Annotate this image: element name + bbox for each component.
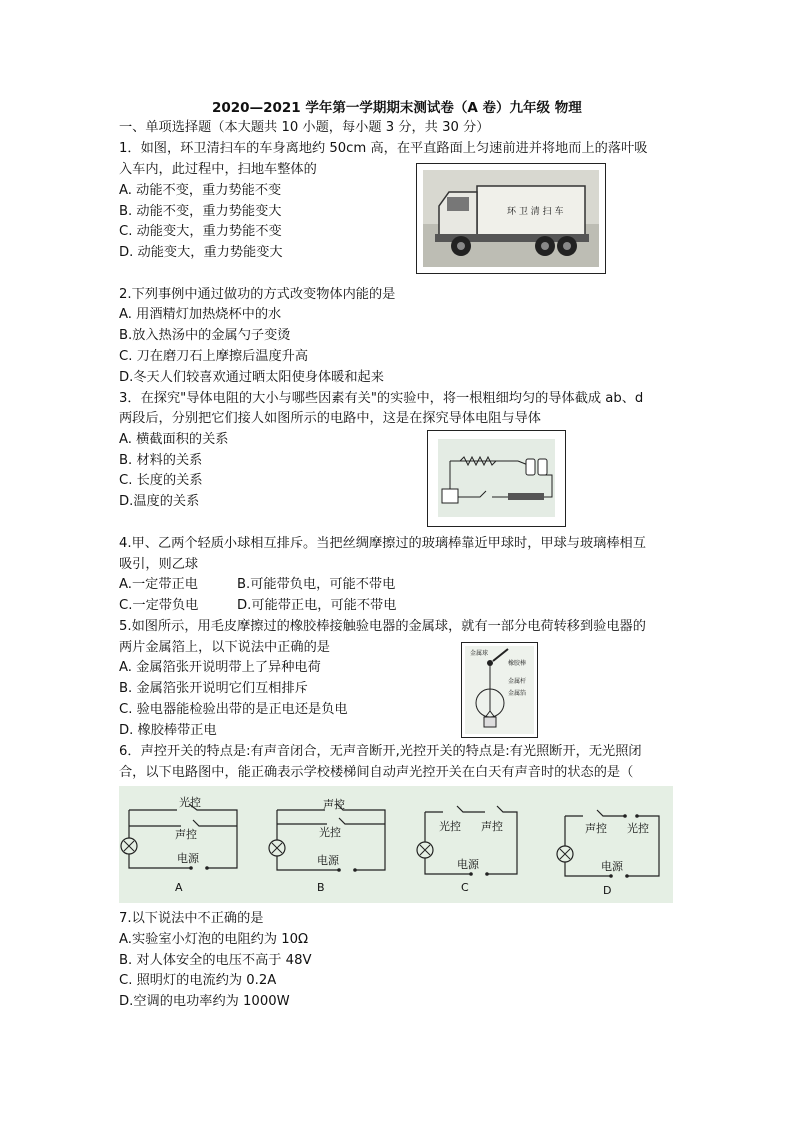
q4-option-c: C.一定带负电: [119, 598, 199, 613]
q6-circuit-diagrams: [119, 786, 673, 903]
q1-option-c: C. 动能变大，重力势能不变: [119, 224, 282, 239]
q2-option-c: C. 刀在磨刀石上摩擦后温度升高: [119, 349, 309, 364]
q5-option-b: B. 金属箔张开说明它们互相排斥: [119, 681, 308, 696]
q4-stem-line2: 吸引，则乙球: [119, 557, 199, 572]
q6-stem-line2: 合，以下电路图中，能正确表示学校楼梯间自动声光控开关在白天有声音时的状态的是（: [119, 765, 634, 780]
q5-stem-line2: 两片金属箔上，以下说法中正确的是: [119, 640, 330, 655]
q2-option-d: D.冬天人们较喜欢通过晒太阳使身体暖和起来: [119, 370, 384, 385]
label-rubber-rod: 橡胶棒: [508, 660, 527, 667]
circuit-d: [557, 810, 659, 897]
circuit-d-letter: D: [603, 884, 612, 897]
label-metal-rod: 金属杆: [508, 678, 527, 685]
label-metal-foil: 金属箔: [508, 690, 527, 697]
circuit-c-source: 电源: [457, 858, 479, 871]
circuit-b-label-top: 声控: [323, 798, 345, 811]
circuit-c-letter: C: [461, 881, 469, 894]
q7-option-d: D.空调的电功率约为 1000W: [119, 994, 290, 1009]
q4-stem-line1: 4.甲、乙两个轻质小球相互排斥。当把丝绸摩擦过的玻璃棒靠近甲球时，甲球与玻璃棒相互: [119, 536, 646, 551]
circuit-a-label-second: 声控: [175, 828, 197, 841]
q2-option-a: A. 用酒精灯加热烧杯中的水: [119, 307, 282, 322]
q3-figure-resistance-circuit: [427, 430, 566, 527]
circuit-b-label-second: 光控: [319, 826, 341, 839]
circuit-d-label-right: 光控: [627, 822, 649, 835]
circuit-d-source: 电源: [601, 860, 623, 873]
q1-stem-line2: 入车内，此过程中，扫地车整体的: [119, 162, 317, 177]
q1-figure-truck: [416, 163, 606, 274]
circuit-a-label-top: 光控: [179, 796, 201, 809]
q3-option-c: C. 长度的关系: [119, 473, 203, 488]
q5-figure-electroscope: [461, 642, 538, 738]
q2-option-b: B.放入热汤中的金属勺子变烫: [119, 328, 291, 343]
page-title: 2020—2021 学年第一学期期末测试卷（A 卷）九年级 物理: [212, 100, 582, 116]
q4-option-b: B.可能带负电，可能不带电: [237, 577, 396, 592]
q3-option-b: B. 材料的关系: [119, 453, 203, 468]
section-heading: 一、单项选择题（本大题共 10 小题，每小题 3 分，共 30 分）: [119, 120, 490, 135]
q5-option-c: C. 验电器能检验出带的是正电还是负电: [119, 702, 348, 717]
q7-option-a: A.实验室小灯泡的电阻约为 10Ω: [119, 932, 309, 947]
circuit-d-label-left: 声控: [585, 822, 607, 835]
q4-option-a: A.一定带正电: [119, 577, 198, 592]
circuit-c-label-right: 声控: [481, 820, 503, 833]
circuit-c: [417, 806, 517, 894]
q7-option-c: C. 照明灯的电流约为 0.2A: [119, 973, 277, 988]
q5-option-d: D. 橡胶棒带正电: [119, 723, 217, 738]
q3-option-d: D.温度的关系: [119, 494, 200, 509]
q3-stem-line2: 两段后，分别把它们接人如图所示的电路中，这是在探究导体电阻与导体: [119, 411, 541, 426]
q2-stem: 2.下列事例中通过做功的方式改变物体内能的是: [119, 287, 396, 302]
q7-option-b: B. 对人体安全的电压不高于 48V: [119, 953, 312, 968]
label-metal-ball: 金属球: [470, 650, 489, 657]
q3-option-a: A. 横截面积的关系: [119, 432, 229, 447]
circuit-b-letter: B: [317, 881, 325, 894]
q1-stem-line1: 1．如图，环卫清扫车的车身离地约 50cm 高，在平直路面上匀速前进并将地而上的落叶吸: [119, 141, 648, 156]
q4-option-d: D.可能带正电，可能不带电: [237, 598, 397, 613]
q1-option-d: D. 动能变大，重力势能变大: [119, 245, 283, 260]
q1-option-a: A. 动能不变，重力势能不变: [119, 183, 282, 198]
q7-stem: 7.以下说法中不正确的是: [119, 911, 264, 926]
q3-stem-line1: 3．在探究"导体电阻的大小与哪些因素有关"的实验中，将一根粗细均匀的导体截成 ab、d: [119, 391, 644, 406]
q1-option-b: B. 动能不变，重力势能变大: [119, 204, 282, 219]
circuit-a: [121, 795, 237, 894]
circuit-c-label-left: 光控: [439, 820, 461, 833]
q5-stem-line1: 5.如图所示，用毛皮摩擦过的橡胶棒接触验电器的金属球，就有一部分电荷转移到验电器的: [119, 619, 646, 634]
circuit-b: [269, 797, 385, 894]
truck-lettering: 环 卫 清 扫 车: [507, 207, 564, 217]
q5-option-a: A. 金属箔张开说明带上了异种电荷: [119, 660, 321, 675]
circuit-a-letter: A: [175, 881, 183, 894]
q6-stem-line1: 6．声控开关的特点是:有声音闭合，无声音断开,光控开关的特点是:有光照断开，无光照闭: [119, 744, 642, 759]
circuit-b-source: 电源: [317, 854, 339, 867]
circuit-a-source: 电源: [177, 852, 199, 865]
